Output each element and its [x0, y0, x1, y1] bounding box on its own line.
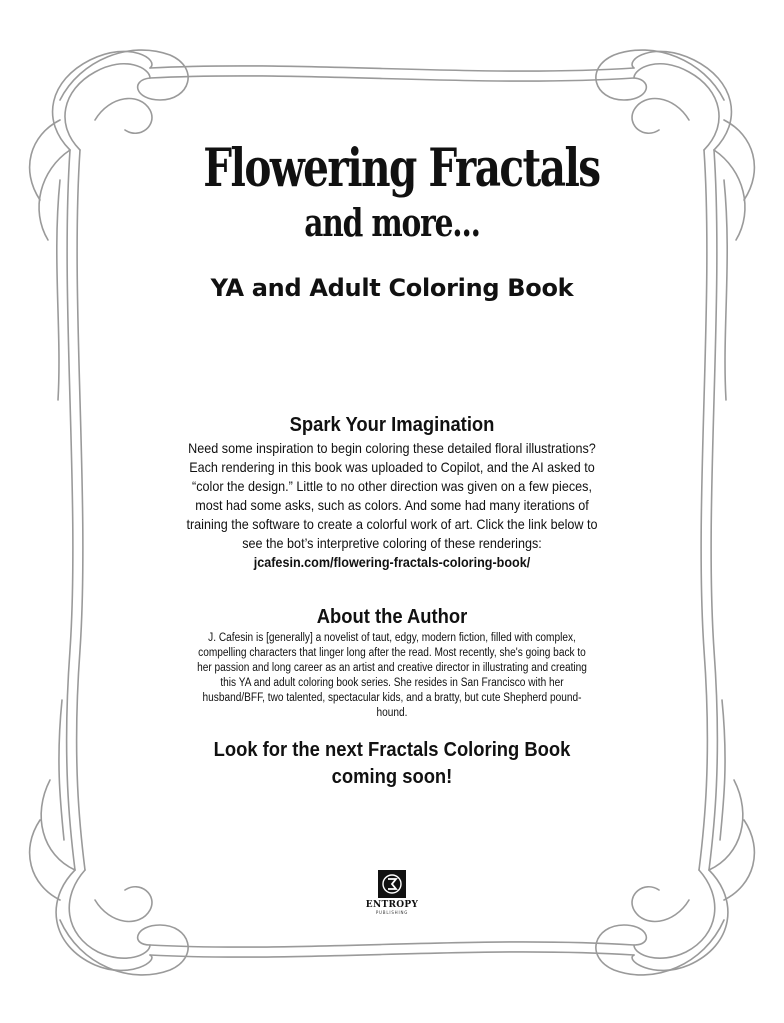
sigma-logo-icon — [378, 870, 406, 898]
coloring-book-link[interactable]: jcafesin.com/flowering-fractals-coloring-book/ — [253, 554, 531, 570]
about-section — [150, 606, 634, 721]
next-book-line1: Look for the next Fractals Coloring Book — [213, 739, 571, 761]
title-block — [150, 140, 634, 302]
spark-heading: Spark Your Imagination — [289, 414, 495, 436]
publisher-tagline: PUBLISHING — [375, 910, 409, 915]
spark-body-text: Need some inspiration to begin coloring these detailed floral illustrations? Each rendering in this book was uploaded to Copilot, and the AI asked to “color the design.” Little to no other direction was given on a few pieces, most had some asks, such as colors. And some had many iterations of training the software to create a colorful work of art. Click the link below to see the bot’s interpretive coloring of these renderings: — [186, 440, 598, 551]
spark-body — [185, 439, 599, 572]
book-type: YA and Adult Coloring Book — [210, 274, 574, 303]
publisher-logo — [362, 870, 422, 915]
about-body: J. Cafesin is [generally] a novelist of taut, edgy, modern fiction, filled with complex, compelling characters that linger long after the read. Most recently, she's going back to her passion and long career as an artist and creative director in illustrating and creating this YA and adult coloring book series. She resides in San Francisco with her husband/BFF, two talented, spectacular kids, and a bratty, but cute Shepherd pound-hound. — [197, 632, 587, 719]
book-subtitle: and more... — [304, 200, 480, 246]
book-title: Flowering Fractals — [203, 138, 600, 199]
spark-section — [150, 414, 634, 572]
publisher-name: ENTROPY — [365, 900, 419, 910]
about-heading: About the Author — [316, 606, 468, 628]
next-book-line2: coming soon! — [331, 766, 453, 788]
next-book-section — [150, 737, 634, 791]
